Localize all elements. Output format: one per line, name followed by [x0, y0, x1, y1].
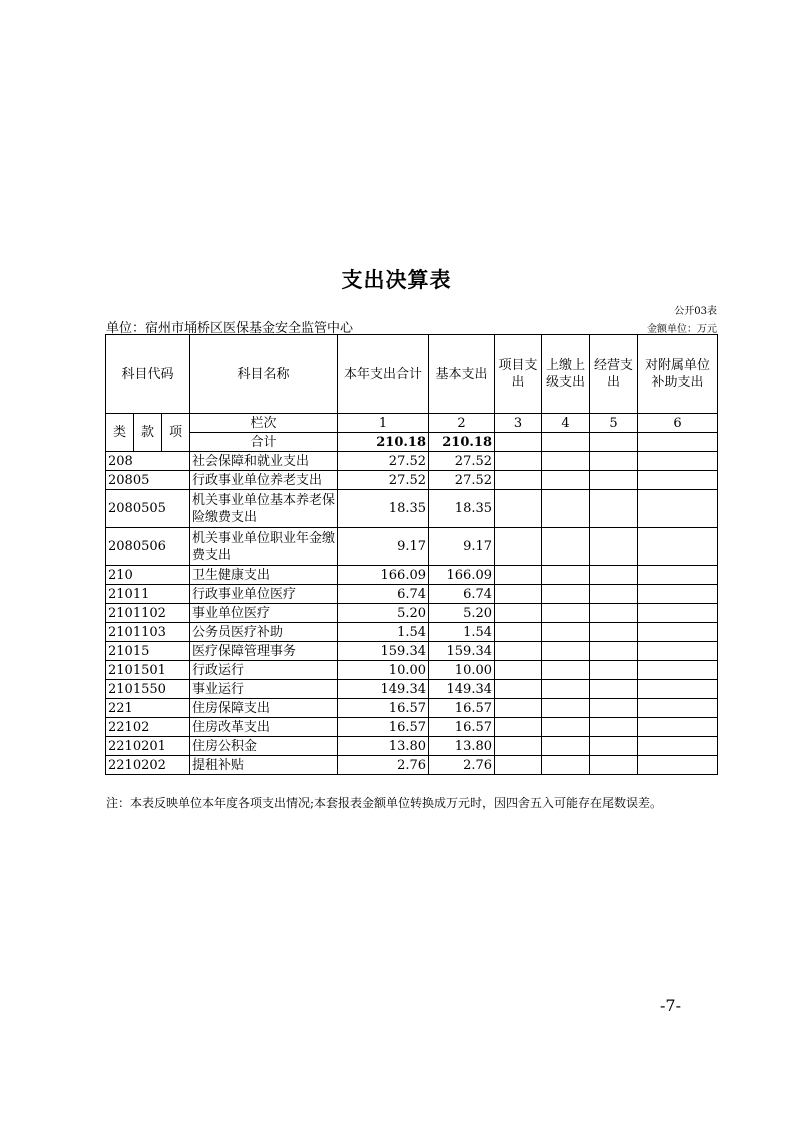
row-project — [495, 642, 542, 661]
row-name: 医疗保障管理事务 — [190, 642, 338, 661]
table-row — [106, 585, 718, 604]
row-subsidy — [638, 490, 718, 528]
row-project — [495, 528, 542, 566]
header-total: 本年支出合计 — [338, 335, 429, 414]
row-project — [495, 680, 542, 699]
col-number: 2 — [429, 414, 495, 433]
row-project — [495, 737, 542, 756]
total-business — [590, 433, 638, 452]
table-row — [106, 642, 718, 661]
row-business — [590, 490, 638, 528]
row-upper — [542, 680, 590, 699]
header-project: 项目支出 — [495, 335, 542, 414]
row-upper — [542, 604, 590, 623]
total-label: 合计 — [190, 433, 338, 452]
row-business — [590, 680, 638, 699]
table-row — [106, 756, 718, 775]
total-upper — [542, 433, 590, 452]
row-subsidy — [638, 471, 718, 490]
row-basic: 16.57 — [429, 718, 495, 737]
header-business: 经营支出 — [590, 335, 638, 414]
row-business — [590, 471, 638, 490]
row-business — [590, 604, 638, 623]
row-upper — [542, 471, 590, 490]
row-subsidy — [638, 566, 718, 585]
page-number: -7- — [660, 996, 681, 1015]
row-code: 210 — [106, 566, 190, 585]
row-upper — [542, 756, 590, 775]
row-project — [495, 490, 542, 528]
row-upper — [542, 699, 590, 718]
row-upper — [542, 490, 590, 528]
col-number: 5 — [590, 414, 638, 433]
row-basic: 27.52 — [429, 452, 495, 471]
row-upper — [542, 737, 590, 756]
row-subsidy — [638, 604, 718, 623]
row-subsidy — [638, 585, 718, 604]
row-project — [495, 623, 542, 642]
col-number: 4 — [542, 414, 590, 433]
row-total: 16.57 — [338, 699, 429, 718]
total-row — [106, 433, 718, 452]
table-row — [106, 566, 718, 585]
row-name: 行政事业单位养老支出 — [190, 471, 338, 490]
row-code: 2101501 — [106, 661, 190, 680]
row-upper — [542, 718, 590, 737]
row-subsidy — [638, 718, 718, 737]
row-business — [590, 642, 638, 661]
row-basic: 18.35 — [429, 490, 495, 528]
row-subsidy — [638, 661, 718, 680]
row-basic: 149.34 — [429, 680, 495, 699]
row-basic: 159.34 — [429, 642, 495, 661]
row-total: 149.34 — [338, 680, 429, 699]
row-name: 卫生健康支出 — [190, 566, 338, 585]
column-number-row — [106, 414, 718, 433]
row-business — [590, 566, 638, 585]
unit-label: 单位：宿州市埇桥区医保基金安全监管中心 — [106, 321, 354, 336]
row-basic: 166.09 — [429, 566, 495, 585]
row-project — [495, 452, 542, 471]
row-project — [495, 566, 542, 585]
header-row — [106, 335, 718, 414]
row-subsidy — [638, 737, 718, 756]
row-name: 住房改革支出 — [190, 718, 338, 737]
row-business — [590, 699, 638, 718]
row-upper — [542, 585, 590, 604]
row-total: 18.35 — [338, 490, 429, 528]
row-code: 2080505 — [106, 490, 190, 528]
total-project — [495, 433, 542, 452]
row-name: 住房保障支出 — [190, 699, 338, 718]
row-upper — [542, 642, 590, 661]
row-business — [590, 585, 638, 604]
header-xiang: 项 — [162, 414, 190, 452]
col-number: 1 — [338, 414, 429, 433]
row-business — [590, 737, 638, 756]
table-row — [106, 680, 718, 699]
row-total: 27.52 — [338, 452, 429, 471]
row-name: 行政运行 — [190, 661, 338, 680]
header-kuan: 款 — [134, 414, 162, 452]
row-subsidy — [638, 623, 718, 642]
table-row — [106, 471, 718, 490]
row-code: 2210202 — [106, 756, 190, 775]
row-basic: 13.80 — [429, 737, 495, 756]
expenditure-table — [105, 334, 718, 775]
row-code: 2101102 — [106, 604, 190, 623]
row-code: 2080506 — [106, 528, 190, 566]
table-row — [106, 528, 718, 566]
row-total: 6.74 — [338, 585, 429, 604]
table-row — [106, 452, 718, 471]
row-code: 208 — [106, 452, 190, 471]
row-basic: 10.00 — [429, 661, 495, 680]
page-title: 支出决算表 — [341, 268, 452, 292]
row-total: 27.52 — [338, 471, 429, 490]
money-unit: 金额单位：万元 — [647, 324, 717, 335]
row-project — [495, 585, 542, 604]
row-name: 机关事业单位职业年金缴费支出 — [190, 528, 338, 566]
row-basic: 6.74 — [429, 585, 495, 604]
header-upper: 上缴上级支出 — [542, 335, 590, 414]
row-name: 事业单位医疗 — [190, 604, 338, 623]
row-code: 221 — [106, 699, 190, 718]
table-row — [106, 604, 718, 623]
row-business — [590, 452, 638, 471]
row-name: 社会保障和就业支出 — [190, 452, 338, 471]
total-total: 210.18 — [338, 433, 429, 452]
row-total: 5.20 — [338, 604, 429, 623]
row-project — [495, 699, 542, 718]
row-subsidy — [638, 528, 718, 566]
row-code: 21011 — [106, 585, 190, 604]
row-basic: 16.57 — [429, 699, 495, 718]
row-upper — [542, 528, 590, 566]
row-subsidy — [638, 642, 718, 661]
header-lei: 类 — [106, 414, 134, 452]
row-subsidy — [638, 680, 718, 699]
row-project — [495, 471, 542, 490]
table-row — [106, 718, 718, 737]
table-row — [106, 623, 718, 642]
col-number: 3 — [495, 414, 542, 433]
total-basic: 210.18 — [429, 433, 495, 452]
form-number: 公开03表 — [674, 306, 717, 317]
row-total: 2.76 — [338, 756, 429, 775]
row-total: 159.34 — [338, 642, 429, 661]
col-number: 6 — [638, 414, 718, 433]
row-business — [590, 718, 638, 737]
header-code: 科目代码 — [106, 335, 190, 414]
row-name: 行政事业单位医疗 — [190, 585, 338, 604]
table-row — [106, 737, 718, 756]
row-code: 2210201 — [106, 737, 190, 756]
row-code: 20805 — [106, 471, 190, 490]
row-upper — [542, 661, 590, 680]
row-code: 22102 — [106, 718, 190, 737]
row-project — [495, 661, 542, 680]
row-subsidy — [638, 452, 718, 471]
row-basic: 1.54 — [429, 623, 495, 642]
row-basic: 5.20 — [429, 604, 495, 623]
row-code: 21015 — [106, 642, 190, 661]
row-name: 机关事业单位基本养老保险缴费支出 — [190, 490, 338, 528]
row-basic: 2.76 — [429, 756, 495, 775]
row-name: 住房公积金 — [190, 737, 338, 756]
header-name: 科目名称 — [190, 335, 338, 414]
footnote: 注：本表反映单位本年度各项支出情况;本套报表金额单位转换成万元时，因四舍五入可能存在尾数误差。 — [106, 796, 663, 810]
row-total: 9.17 — [338, 528, 429, 566]
row-subsidy — [638, 756, 718, 775]
row-total: 166.09 — [338, 566, 429, 585]
lanci-label: 栏次 — [190, 414, 338, 433]
table-row — [106, 490, 718, 528]
row-total: 10.00 — [338, 661, 429, 680]
row-upper — [542, 452, 590, 471]
row-basic: 9.17 — [429, 528, 495, 566]
row-basic: 27.52 — [429, 471, 495, 490]
row-project — [495, 756, 542, 775]
row-upper — [542, 566, 590, 585]
row-subsidy — [638, 699, 718, 718]
row-project — [495, 718, 542, 737]
table-row — [106, 661, 718, 680]
table-row — [106, 699, 718, 718]
row-upper — [542, 623, 590, 642]
row-business — [590, 623, 638, 642]
row-total: 1.54 — [338, 623, 429, 642]
row-business — [590, 528, 638, 566]
header-basic: 基本支出 — [429, 335, 495, 414]
unit-row — [106, 317, 717, 336]
row-business — [590, 661, 638, 680]
row-code: 2101550 — [106, 680, 190, 699]
row-total: 16.57 — [338, 718, 429, 737]
total-subsidy — [638, 433, 718, 452]
row-project — [495, 604, 542, 623]
row-name: 提租补贴 — [190, 756, 338, 775]
header-subsidy: 对附属单位补助支出 — [638, 335, 718, 414]
row-name: 事业运行 — [190, 680, 338, 699]
row-name: 公务员医疗补助 — [190, 623, 338, 642]
row-total: 13.80 — [338, 737, 429, 756]
row-code: 2101103 — [106, 623, 190, 642]
row-business — [590, 756, 638, 775]
